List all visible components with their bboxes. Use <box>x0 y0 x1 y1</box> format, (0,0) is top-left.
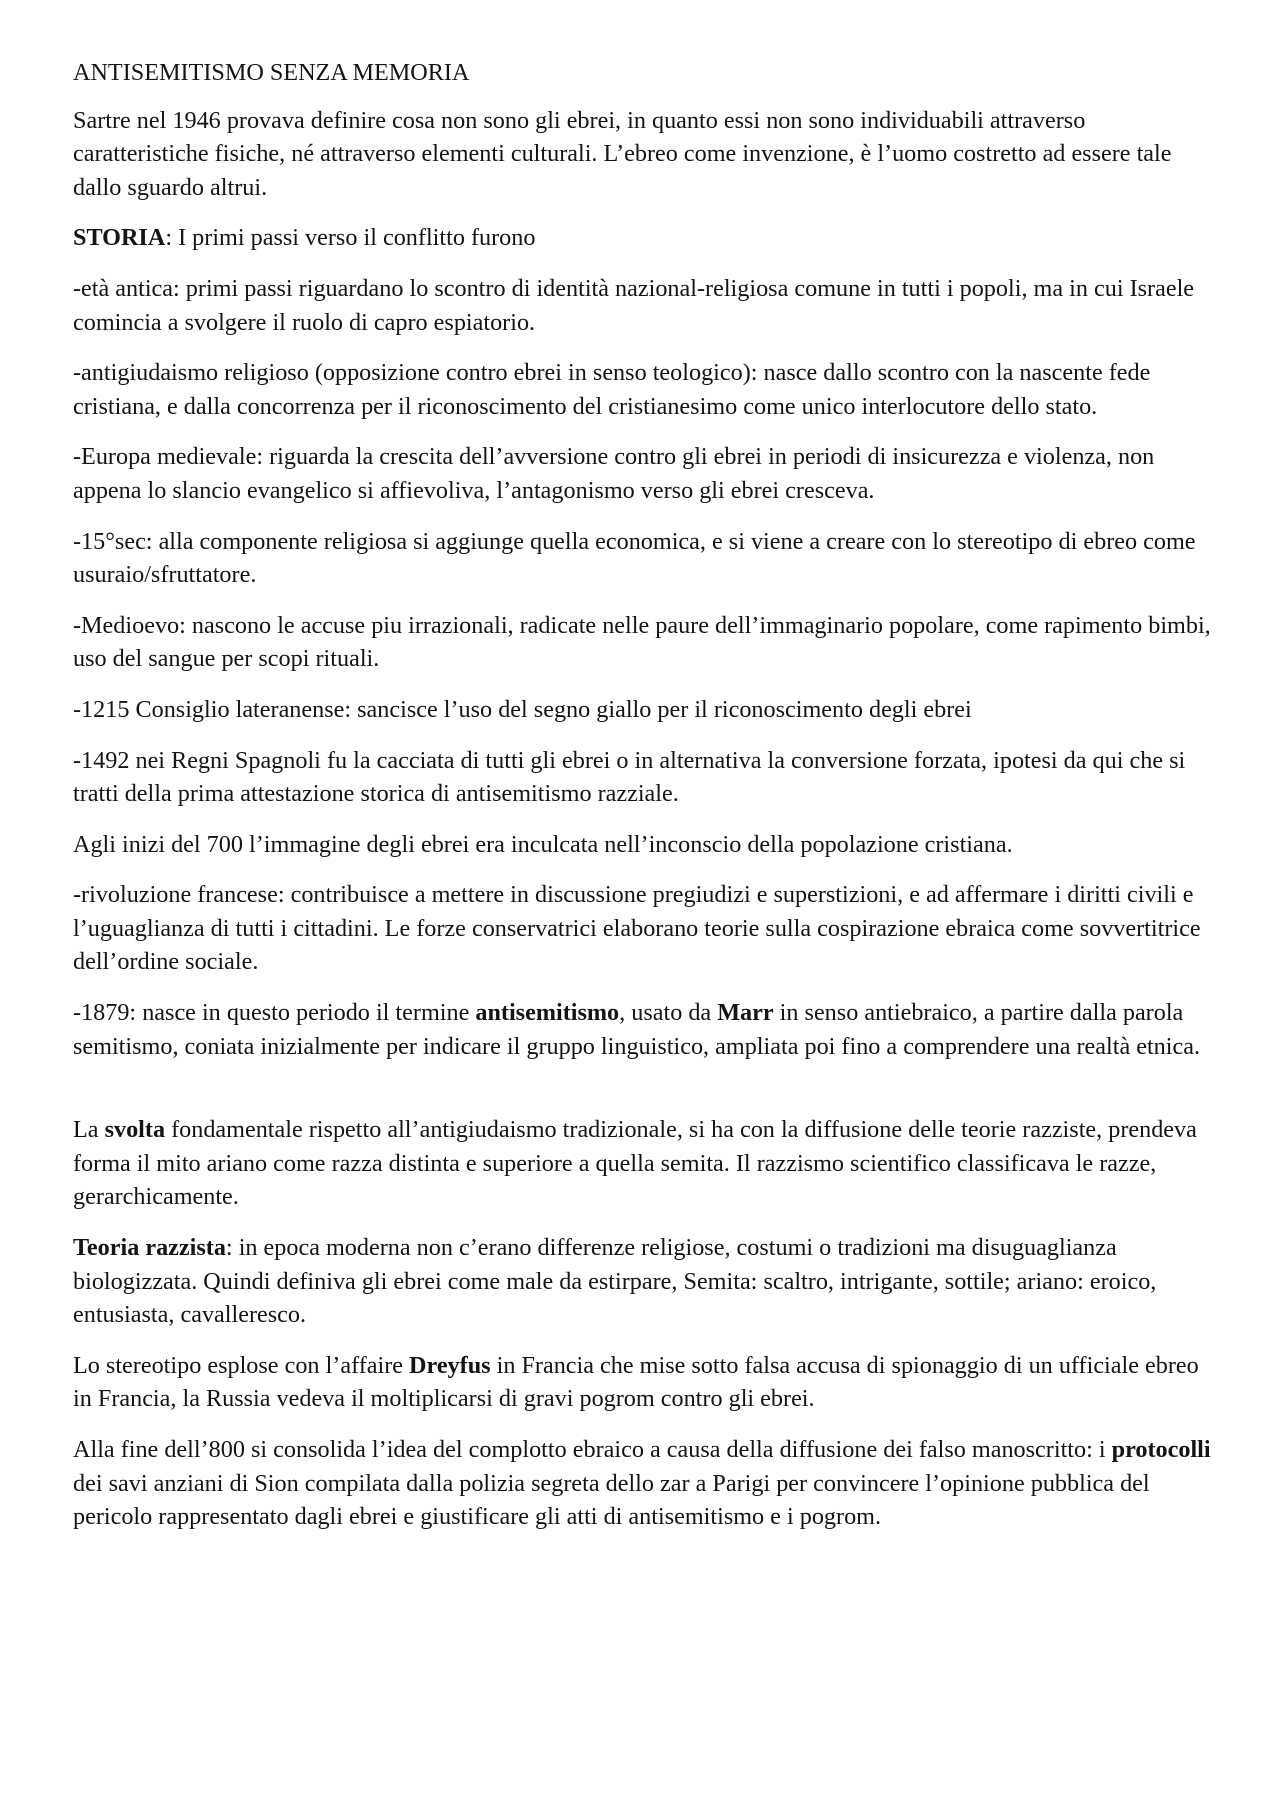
paragraph-sartre: Sartre nel 1946 provava definire cosa non sono gli ebrei, in quanto essi non sono individuabili attraverso caratteristiche fisiche, né attraverso elementi culturali. L’ebreo come invenzione, è l’uomo costretto ad essere tale dallo sguardo altrui. <box>73 106 1172 201</box>
paragraph-700: Agli inizi del 700 l’immagine degli ebrei era inculcata nell’inconscio della popolazione cristiana. <box>73 830 1013 858</box>
document-page <box>73 56 1223 1551</box>
paragraph-antigiudaismo: -antigiudaismo religioso (opposizione contro ebrei in senso teologico): nasce dallo scontro con la nascente fede cristiana, e dalla concorrenza per il riconoscimento del cristianesimo come unico interlocutore dello stato. <box>73 359 1151 420</box>
storia-heading: STORIA <box>73 224 166 252</box>
paragraph-svolta <box>73 1113 1223 1214</box>
paragraph-1492: -1492 nei Regni Spagnoli fu la cacciata di tutti gli ebrei o in alternativa la conversione forzata, ipotesi da qui che si tratti della prima attestazione storica di antisemitismo razziale. <box>73 746 1186 808</box>
paragraph-rivoluzione-francese: -rivoluzione francese: contribuisce a mettere in discussione pregiudizi e superstizioni, e ad affermare i diritti civili e l’uguaglianza di tutti i cittadini. Le forze conservatrici elaborano teorie sulla cospirazione ebraica come sovvertitrice dell’ordine sociale. <box>73 881 1201 976</box>
text-segment: -1879: nasce in questo periodo il termine <box>73 999 476 1027</box>
paragraph-medioevo: -Medioevo: nascono le accuse piu irrazionali, radicate nelle paure dell’immaginario popolare, come rapimento bimbi, uso del sangue per scopi rituali. <box>73 611 1211 673</box>
paragraph-teoria-razzista <box>73 1231 1223 1332</box>
paragraph-1879 <box>73 996 1223 1063</box>
text-segment: dei savi anziani di Sion compilata dalla polizia segreta dello zar a Parigi per convincere l’opinione pubblica del pericolo rappresentato dagli ebrei e giustificare gli atti di antisemitismo e i pogrom. <box>73 1469 1150 1531</box>
paragraph-dreyfus <box>73 1349 1223 1416</box>
bold-term-protocolli: protocolli <box>1111 1436 1211 1463</box>
text-segment: in senso antiebraico, a partire dalla parola semitismo, coniata inizialmente per indicare il gruppo linguistico, ampliata poi fino a comprendere una realtà etnica. <box>73 999 1201 1060</box>
paragraph-15-secolo: -15°sec: alla componente religiosa si aggiunge quella economica, e si viene a creare con lo stereotipo di ebreo come usuraio/sfruttatore. <box>73 527 1196 589</box>
paragraph-protocolli <box>73 1433 1223 1534</box>
storia-text: : I primi passi verso il conflitto furono <box>165 224 536 252</box>
text-segment: La <box>73 1116 105 1144</box>
paragraph-storia <box>73 221 1223 255</box>
document-title: ANTISEMITISMO SENZA MEMORIA <box>73 59 470 86</box>
text-segment: Alla fine dell’800 si consolida l’idea del complotto ebraico a causa della diffusione dei falso manoscritto: i <box>73 1436 1112 1463</box>
text-segment: fondamentale rispetto all’antigiudaismo tradizionale, si ha con la diffusione delle teorie razziste, prendeva forma il mito ariano come razza distinta e superiore a quella semita. Il razzismo scientifico classificava le razze, gerarchicamente. <box>73 1116 1197 1211</box>
paragraph-eta-antica: -età antica: primi passi riguardano lo scontro di identità nazional-religiosa comune in tutti i popoli, ma in cui Israele comincia a svolgere il ruolo di capro espiatorio. <box>73 274 1195 336</box>
bold-term-antisemitismo: antisemitismo <box>475 999 620 1027</box>
text-segment: Lo stereotipo esplose con l’affaire <box>73 1351 410 1379</box>
text-segment: : in epoca moderna non c’erano differenze religiose, costumi o tradizioni ma disuguaglianza biologizzata. Quindi definiva gli ebrei come male da estirpare, Semita: scaltro, intrigante, sottile; ariano: eroico, entusiasta, cavalleresco. <box>73 1234 1157 1329</box>
paragraph-1215: -1215 Consiglio lateranense: sancisce l’uso del segno giallo per il riconoscimento degli ebrei <box>73 695 972 723</box>
bold-term-svolta: svolta <box>104 1116 166 1144</box>
paragraph-europa-medievale: -Europa medievale: riguarda la crescita dell’avversione contro gli ebrei in periodi di insicurezza e violenza, non appena lo slancio evangelico si affievoliva, l’antagonismo verso gli ebrei cresceva. <box>73 443 1155 504</box>
bold-term-dreyfus: Dreyfus <box>409 1351 491 1379</box>
text-segment: in Francia che mise sotto falsa accusa di spionaggio di un ufficiale ebreo in Francia, la Russia vedeva il moltiplicarsi di gravi pogrom contro gli ebrei. <box>73 1351 1199 1413</box>
bold-term-teoria-razzista: Teoria razzista <box>73 1234 226 1262</box>
text-segment: , usato da <box>619 999 718 1027</box>
bold-term-marr: Marr <box>717 999 774 1027</box>
